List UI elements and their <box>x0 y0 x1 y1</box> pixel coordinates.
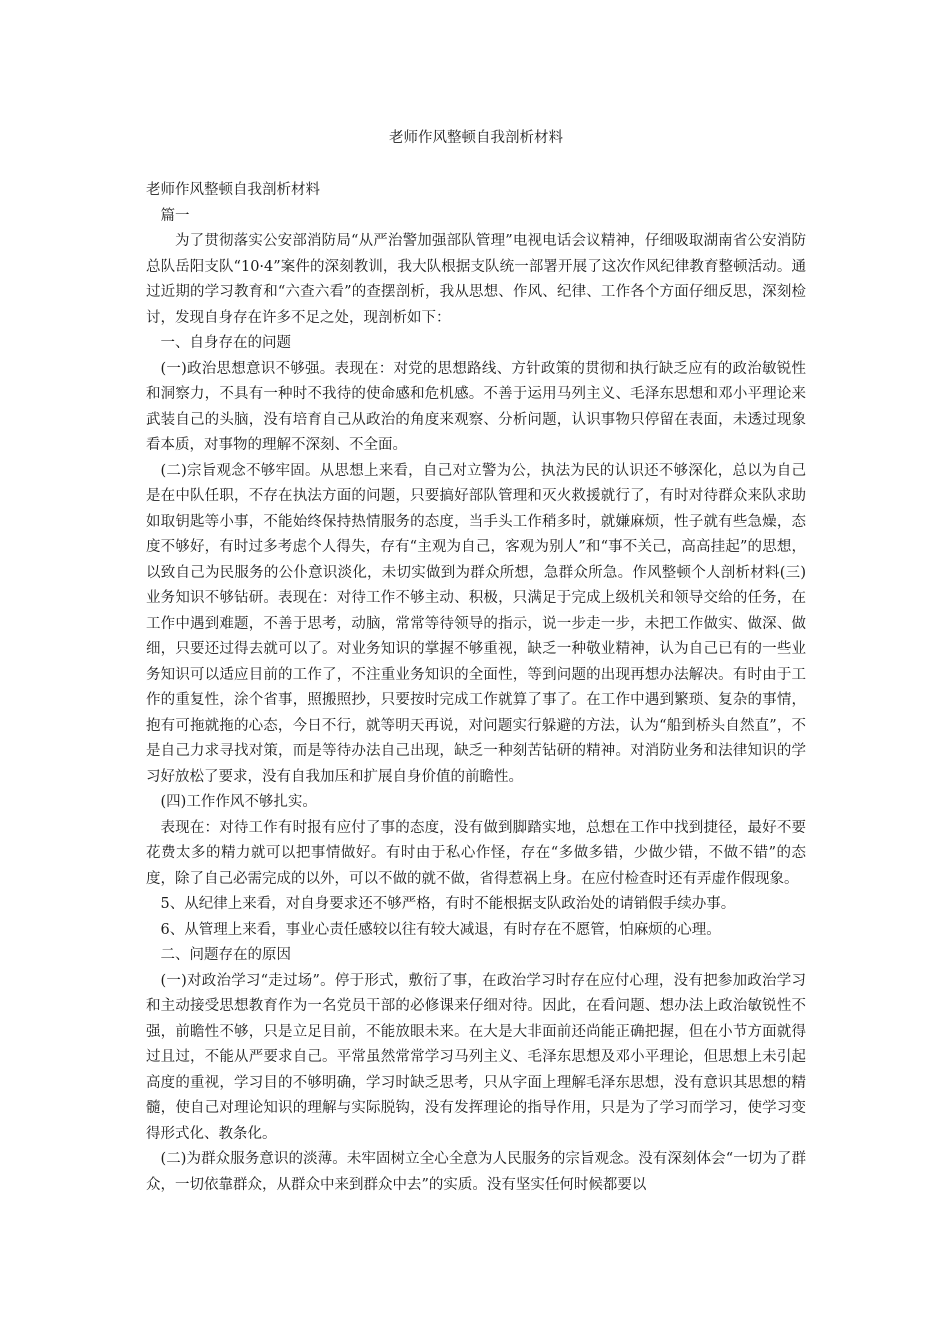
section-heading: 一、自身存在的问题 <box>160 335 291 351</box>
section-heading: 二、问题存在的原因 <box>160 947 291 963</box>
paragraph: 5、从纪律上来看，对自身要求还不够严格，有时不能根据支队政治处的请销假手续办事。 <box>160 896 736 912</box>
document-body <box>146 178 806 1198</box>
paragraph: (一)对政治学习“走过场”。停于形式，敷衍了事，在政治学习时存在应付心理，没有把参加政治学习和主动接受思想教育作为一名党员干部的必修课来仔细对待。因此，在看问题、想办法上政治敏锐性不强，前瞻性不够，只是立足目前，不能放眼未来。在大是大非面前还尚能正确把握，但在小节方面就得过且过，不能从严要求自己。平常虽然常常学习马列主义、毛泽东思想及邓小平理论，但思想上未引起高度的重视，学习目的不够明确，学习时缺乏思考，只从字面上理解毛泽东思想，没有意识其思想的精髓，使自己对理论知识的理解与实际脱钩，没有发挥理论的指导作用，只是为了学习而学习，使学习变得形式化、教条化。 <box>146 972 806 1142</box>
paragraph: (二)宗旨观念不够牢固。从思想上来看，自己对立警为公，执法为民的认识还不够深化，总以为自己是在中队任职，不存在执法方面的问题，只要搞好部队管理和灭火救援就行了，有时对待群众来队求助如取钥匙等小事，不能始终保持热情服务的态度，当手头工作稍多时，就嫌麻烦，性子就有些急燥，态度不够好，有时过多考虑个人得失，存有“主观为自己，客观为别人”和“事不关己，高高挂起”的思想，以致自己为民服务的公仆意识淡化，未切实做到为群众所想，急群众所急。作风整顿个人剖析材料(三)业务知识不够钻研。表现在：对待工作不够主动、积极，只满足于完成上级机关和领导交给的任务，在工作中遇到难题，不善于思考，动脑，常常等待领导的指示，说一步走一步，未把工作做实、做深、做细，只要还过得去就可以了。对业务知识的掌握不够重视，缺乏一种敬业精神，认为自己已有的一些业务知识可以适应目前的工作了，不注重业务知识的全面性，等到问题的出现再想办法解决。有时由于工作的重复性，涂个省事，照搬照抄，只要按时完成工作就算了事了。在工作中遇到繁琐、复杂的事情，抱有可拖就拖的心态，今日不行，就等明天再说，对问题实行躲避的方法，认为“船到桥头自然直”，不是自己力求寻找对策，而是等待办法自己出现，缺乏一种刻苦钻研的精神。对消防业务和法律知识的学习好放松了要求，没有自我加压和扩展自身价值的前瞻性。 <box>146 462 806 785</box>
paragraph: 表现在：对待工作有时报有应付了事的态度，没有做到脚踏实地，总想在工作中找到捷径，最好不要花费太多的精力就可以把事情做好。有时由于私心作怪，存在“多做多错，少做少错，不做不错”的态度，除了自己必需完成的以外，可以不做的就不做，省得惹祸上身。在应付检查时还有弄虚作假现象。 <box>146 819 806 887</box>
section-label: 篇一 <box>160 207 190 224</box>
paragraph: 6、从管理上来看，事业心责任感较以往有较大减退，有时存在不愿管，怕麻烦的心理。 <box>160 921 721 938</box>
paragraph: (四)工作作风不够扎实。 <box>160 794 317 810</box>
body-heading: 老师作风整顿自我剖析材料 <box>146 182 320 198</box>
document-title: 老师作风整顿自我剖析材料 <box>389 130 563 146</box>
paragraph: (一)政治思想意识不够强。表现在：对党的思想路线、方针政策的贯彻和执行缺乏应有的政治敏锐性和洞察力，不具有一种时不我待的使命感和危机感。不善于运用马列主义、毛泽东思想和邓小平理论来武装自己的头脑，没有培育自己从政治的角度来观察、分析问题，认识事物只停留在表面，未透过现象看本质，对事物的理解不深刻、不全面。 <box>146 360 806 453</box>
paragraph: (二)为群众服务意识的淡薄。未牢固树立全心全意为人民服务的宗旨观念。没有深刻体会“一切为了群众，一切依靠群众，从群众中来到群众中去”的实质。没有坚实任何时候都要以 <box>146 1151 806 1193</box>
paragraph: 为了贯彻落实公安部消防局“从严治警加强部队管理”电视电话会议精神，仔细吸取湖南省公安消防总队岳阳支队“10·4”案件的深刻教训，我大队根据支队统一部署开展了这次作风纪律教育整顿活动。通过近期的学习教育和“六查六看”的查摆剖析，我从思想、作风、纪律、工作各个方面仔细反思，深刻检讨，发现自身存在许多不足之处，现剖析如下： <box>146 233 806 326</box>
